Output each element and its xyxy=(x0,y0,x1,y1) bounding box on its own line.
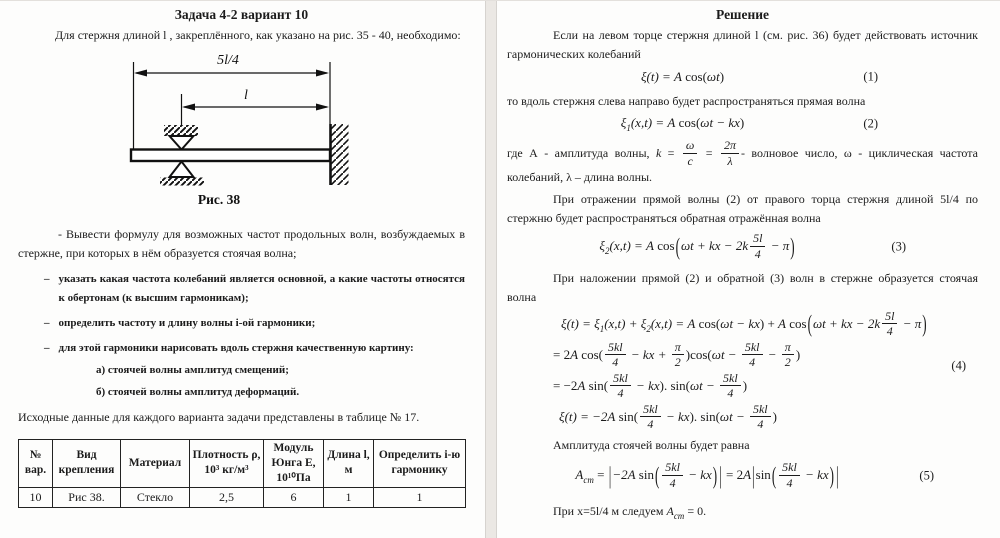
solution-paragraph-6: Амплитуда стоячей волны будет равна xyxy=(553,438,750,453)
list-item-text: для этой гармоники нарисовать вдоль стержня качественную картину: xyxy=(58,342,414,354)
table-header: № вар. xyxy=(19,440,53,488)
equation-body: $\xi_1(x,t) = A$ cos(ωt − kx) xyxy=(620,114,745,133)
equation-3 xyxy=(507,228,978,266)
equation-line xyxy=(553,340,978,371)
table-header: Модуль Юнга Е, 10¹⁰Па xyxy=(264,440,324,488)
table-row xyxy=(19,487,466,507)
table-header: Плотность ρ, 10³ кг/м³ xyxy=(190,440,264,488)
fixed-wall-hatch xyxy=(332,124,349,185)
page-title: Задача 4-2 вариант 10 xyxy=(174,7,309,22)
variants-table xyxy=(18,439,466,508)
task-paragraph: - Вывести формулу для возможных частот продольных волн, возбуждаемых в стержне, при которых в нём образуется стоячая волна; xyxy=(18,227,465,260)
dash-marker: – xyxy=(44,342,50,354)
intro-paragraph: Для стержня длиной l , закреплённого, как указано на рис. 35 - 40, необходимо: xyxy=(55,28,461,42)
wave-number-paragraph xyxy=(507,140,978,187)
solution-paragraph-2: то вдоль стержня слева направо будет распространяться прямая волна xyxy=(507,94,866,108)
equation-number: (2) xyxy=(863,116,878,130)
paragraph-text: где А - амплитуда волны, xyxy=(507,145,656,160)
table-header-row xyxy=(19,440,466,488)
solution-paragraph-4: При отражении прямой волны (2) от правого торца стержня длиной 5l/4 по стержню будет распространяться обратная отражённая волна xyxy=(507,192,978,226)
upper-support-pin xyxy=(170,136,194,150)
solution-paragraph-5: При наложении прямой (2) и обратной (3) волн в стержне образуется стоячая волна xyxy=(507,271,978,305)
page-right xyxy=(497,1,1000,538)
list-item xyxy=(44,270,465,308)
equation-4 xyxy=(507,309,978,433)
paragraph-text: При х=5l/4 м следуем xyxy=(553,504,667,519)
table-header: Материал xyxy=(121,440,190,488)
equation-number: (5) xyxy=(919,468,934,483)
dimension-label-top: 5l/4 xyxy=(217,53,239,68)
table-cell: 2,5 xyxy=(190,487,264,507)
figure-38 xyxy=(0,47,485,213)
table-cell: 1 xyxy=(374,487,466,507)
solution-title: Решение xyxy=(716,7,769,22)
equation-1 xyxy=(507,64,978,89)
arrowhead-icon xyxy=(316,70,329,77)
inline-formula: k = $\frac{\omega}{c}$ = $\frac{2\pi}{\lambda}$ xyxy=(656,146,741,160)
arrowhead-icon xyxy=(134,70,147,77)
equation-body: $A_{ст} = |-2A$ sin( $\frac{5kl}{4}$ − kx) | = 2A|sin( $\frac{5kl}{4}$ − kx) | xyxy=(575,460,839,490)
equation-2 xyxy=(507,111,978,136)
equation-body: = −2A sin( $\frac{5kl}{4}$ − kx). sin(ωt − $\frac{5kl}{4}$ ) xyxy=(553,370,748,401)
paragraph-text: . xyxy=(703,504,707,519)
paragraph-text: - волновое число, ω - циклическая частота колебаний, λ – длина волны. xyxy=(507,145,978,185)
equation-body: ξ(t) = −2A sin( $\frac{5kl}{4}$ − kx). sin(ωt − $\frac{5kl}{4}$ ) xyxy=(559,401,777,432)
equation-5 xyxy=(507,455,978,497)
list-item xyxy=(44,339,465,358)
dash-marker: – xyxy=(44,273,50,285)
equation-body: $\xi_2(x,t) = A$ cos(ωt + kx − 2k $\frac{5l}{4}$ − π) xyxy=(599,231,795,261)
figure-caption: Рис. 38 xyxy=(197,192,241,207)
dimension-label-inner: l xyxy=(244,88,248,103)
table-header: Длина l, м xyxy=(324,440,374,488)
table-header: Вид крепления xyxy=(53,440,121,488)
equation-body: = 2A cos( $\frac{5kl}{4}$ − kx + $\frac{\pi}{2}$ )cos(ωt − $\frac{5kl}{4}$ − $\frac{\pi}{2}$ ) xyxy=(553,339,801,370)
equation-body: ξ(t) = A cos(ωt) xyxy=(640,68,725,84)
table-cell: 1 xyxy=(324,487,374,507)
list-item-text: указать какая частота колебаний является основной, а какие частоты относятся к обертонам (к высшим гармоникам); xyxy=(58,273,465,304)
equation-line xyxy=(553,371,978,402)
inline-formula: $A_{ст} = 0$ xyxy=(666,504,704,522)
equation-number: (4) xyxy=(951,358,966,373)
conclusion-paragraph xyxy=(507,502,978,526)
equation-line xyxy=(561,309,978,340)
solution-paragraph-1: Если на левом торце стержня длиной l (см. рис. 36) будет действовать источник гармонических колебаний xyxy=(507,28,978,61)
list-item-text: определить частоту и длину волны i-ой гармоники; xyxy=(58,317,316,329)
sublist-item-a: а) стоячей волны амплитуд смещений; xyxy=(96,364,289,376)
arrowhead-icon xyxy=(316,104,329,111)
table-cell: 10 xyxy=(19,487,53,507)
table-note: Исходные данные для каждого варианта задачи представлены в таблице № 17. xyxy=(18,410,420,424)
rod-beam xyxy=(131,150,330,162)
table-header: Определить i-ю гармонику xyxy=(374,440,466,488)
equation-number: (1) xyxy=(863,69,878,83)
equation-line xyxy=(559,402,978,433)
equation-number: (3) xyxy=(891,239,906,254)
page-gutter xyxy=(485,1,497,538)
sublist-item-b: б) стоячей волны амплитуд деформаций. xyxy=(96,386,300,398)
arrowhead-icon xyxy=(182,104,195,111)
lower-support-hatch xyxy=(160,178,204,186)
table-cell: Стекло xyxy=(121,487,190,507)
table-cell: 6 xyxy=(264,487,324,507)
dash-marker: – xyxy=(44,317,50,329)
figure-38-container xyxy=(0,47,485,213)
upper-support-hatch xyxy=(164,125,198,136)
list-item xyxy=(44,314,465,333)
page-left xyxy=(0,1,485,538)
table-cell: Рис 38. xyxy=(53,487,121,507)
equation-body: $\xi(t) = \xi_1(x,t) + \xi_2(x,t) = A$ cos(ωt − kx) + A cos(ωt + kx − 2k $\frac{5l}{4}$ − π) xyxy=(561,308,927,339)
lower-support-pin xyxy=(170,162,194,178)
subtask-list xyxy=(44,270,465,402)
